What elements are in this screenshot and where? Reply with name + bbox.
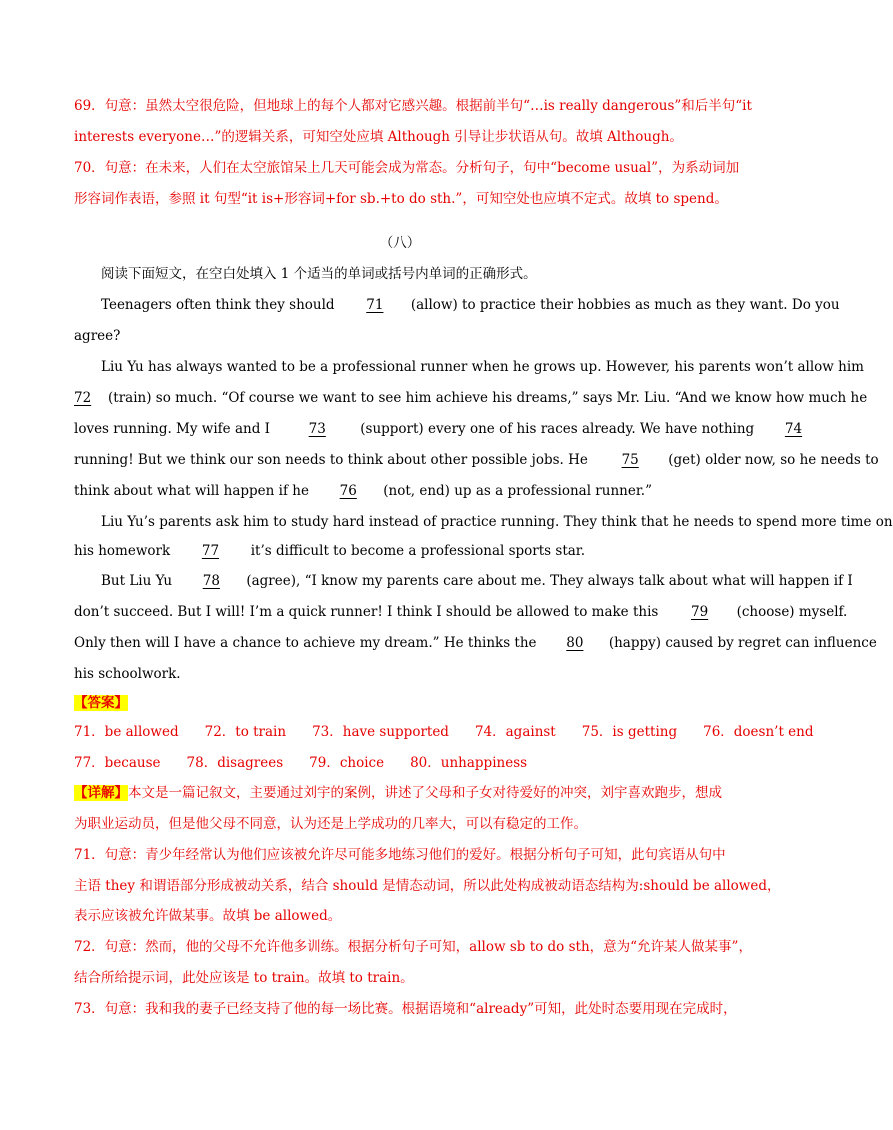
blank-78: 78 [202,573,220,589]
note-70-line1: 70．句意：在未来，人们在太空旅馆呆上几天可能会成为常态。分析句子，句中“become usual”，为系动词加 [74,160,740,176]
blank-79: 79 [691,604,709,620]
passage-line-2: agree? [74,328,121,344]
detail-label: 【详解】 [74,785,128,801]
detail-line-2: 为职业运动员，但是他父母不同意，认为还是上学成功的几率大，可以有稳定的工作。 [74,816,587,832]
passage-line-12: Only then will I have a chance to achieve my dream.” He thinks the 80 (happy) caused by regret can influence [74,635,877,651]
answers-row-2 [74,753,553,773]
detail-line-1: 【详解】本文是一篇记叙文，主要通过刘宇的案例，讲述了父母和子女对待爱好的冲突，刘宇喜欢跑步，想成 [74,785,722,801]
passage-line-3: Liu Yu has always wanted to be a professional runner when he grows up. However, his parents won’t allow him [101,359,864,375]
note-73-line1: 73．句意：我和我的妻子已经支持了他的每一场比赛。根据语境和“already”可知，此处时态要用现在完成时， [74,1001,737,1017]
answer-76: 76．doesn’t end [703,724,814,740]
blank-72: 72 [74,390,92,406]
passage-line-10: But Liu Yu 78 (agree), “I know my parents care about me. They always talk about what will happen if I [101,573,853,589]
note-71-line1: 71．句意：青少年经常认为他们应该被允许尽可能多地练习他们的爱好。根据分析句子可知，此句宾语从句中 [74,847,726,863]
passage-line-13: his schoolwork. [74,666,181,682]
note-69-line2: interests everyone…”的逻辑关系，可知空处应填 Although 引导让步状语从句。故填 Although。 [74,129,683,145]
answer-75: 75．is getting [581,724,678,740]
passage-line-5: loves running. My wife and I 73 (support) every one of his races already. We have nothing 74 [74,419,829,439]
blank-77: 77 [201,543,220,559]
instruction: 阅读下面短文，在空白处填入 1 个适当的单词或括号内单词的正确形式。 [101,266,537,282]
passage-line-9: his homework 77 it’s difficult to become a professional sports star. [74,543,586,559]
section-title: （八） [379,235,421,251]
answer-73: 73．have supported [312,724,449,740]
passage-line-7: think about what will happen if he 76 (not, end) up as a professional runner.” [74,483,653,499]
answer-label: 【答案】 [74,695,128,711]
blank-73: 73 [308,421,326,437]
answer-74: 74．against [474,724,556,740]
blank-76: 76 [339,483,357,499]
passage-line-4: 72 (train) so much. “Of course we want to see him achieve his dreams,” says Mr. Liu. “And we know how much he [74,390,868,406]
answer-79: 79．choice [309,755,385,771]
note-72-line2: 结合所给提示词，此处应该是 to train。故填 to train。 [74,970,414,986]
answer-72: 72．to train [204,724,287,740]
passage-line-1: Teenagers often think they should 71 (allow) to practice their hobbies as much as they want. Do you [101,297,840,313]
answer-77: 77．because [74,755,161,771]
answer-80: 80．unhappiness [410,755,528,771]
answer-71: 71．be allowed [74,724,179,740]
note-71-line3: 表示应该被允许做某事。故填 be allowed。 [74,908,342,924]
blank-80: 80 [566,635,584,651]
answers-row-1 [74,722,840,742]
note-70-line2: 形容词作表语，参照 it 句型“it is+形容词+for sb.+to do sth.”，可知空处也应填不定式。故填 to spend。 [74,191,728,207]
blank-71: 71 [366,297,384,313]
note-72-line1: 72．句意：然而，他的父母不允许他多训练。根据分析句子可知，allow sb to do sth，意为“允许某人做某事”， [74,939,752,955]
passage-line-6: running! But we think our son needs to think about other possible jobs. He 75 (get) older now, so he needs to [74,452,879,468]
answer-78: 78．disagrees [186,755,284,771]
note-71-line2: 主语 they 和谓语部分形成被动关系，结合 should 是情态动词，所以此处构成被动语态结构为:should be allowed， [74,878,781,894]
blank-75: 75 [621,452,639,468]
blank-74: 74 [784,421,803,437]
passage-line-8: Liu Yu’s parents ask him to study hard instead of practice running. They think that he needs to spend more time on [101,514,893,530]
passage-line-11: don’t succeed. But I will! I’m a quick runner! I think I should be allowed to make this 79 (choose) myself. [74,604,848,620]
note-69-line1: 69．句意：虽然太空很危险，但地球上的每个人都对它感兴趣。根据前半句“…is really dangerous”和后半句“it [74,98,752,114]
